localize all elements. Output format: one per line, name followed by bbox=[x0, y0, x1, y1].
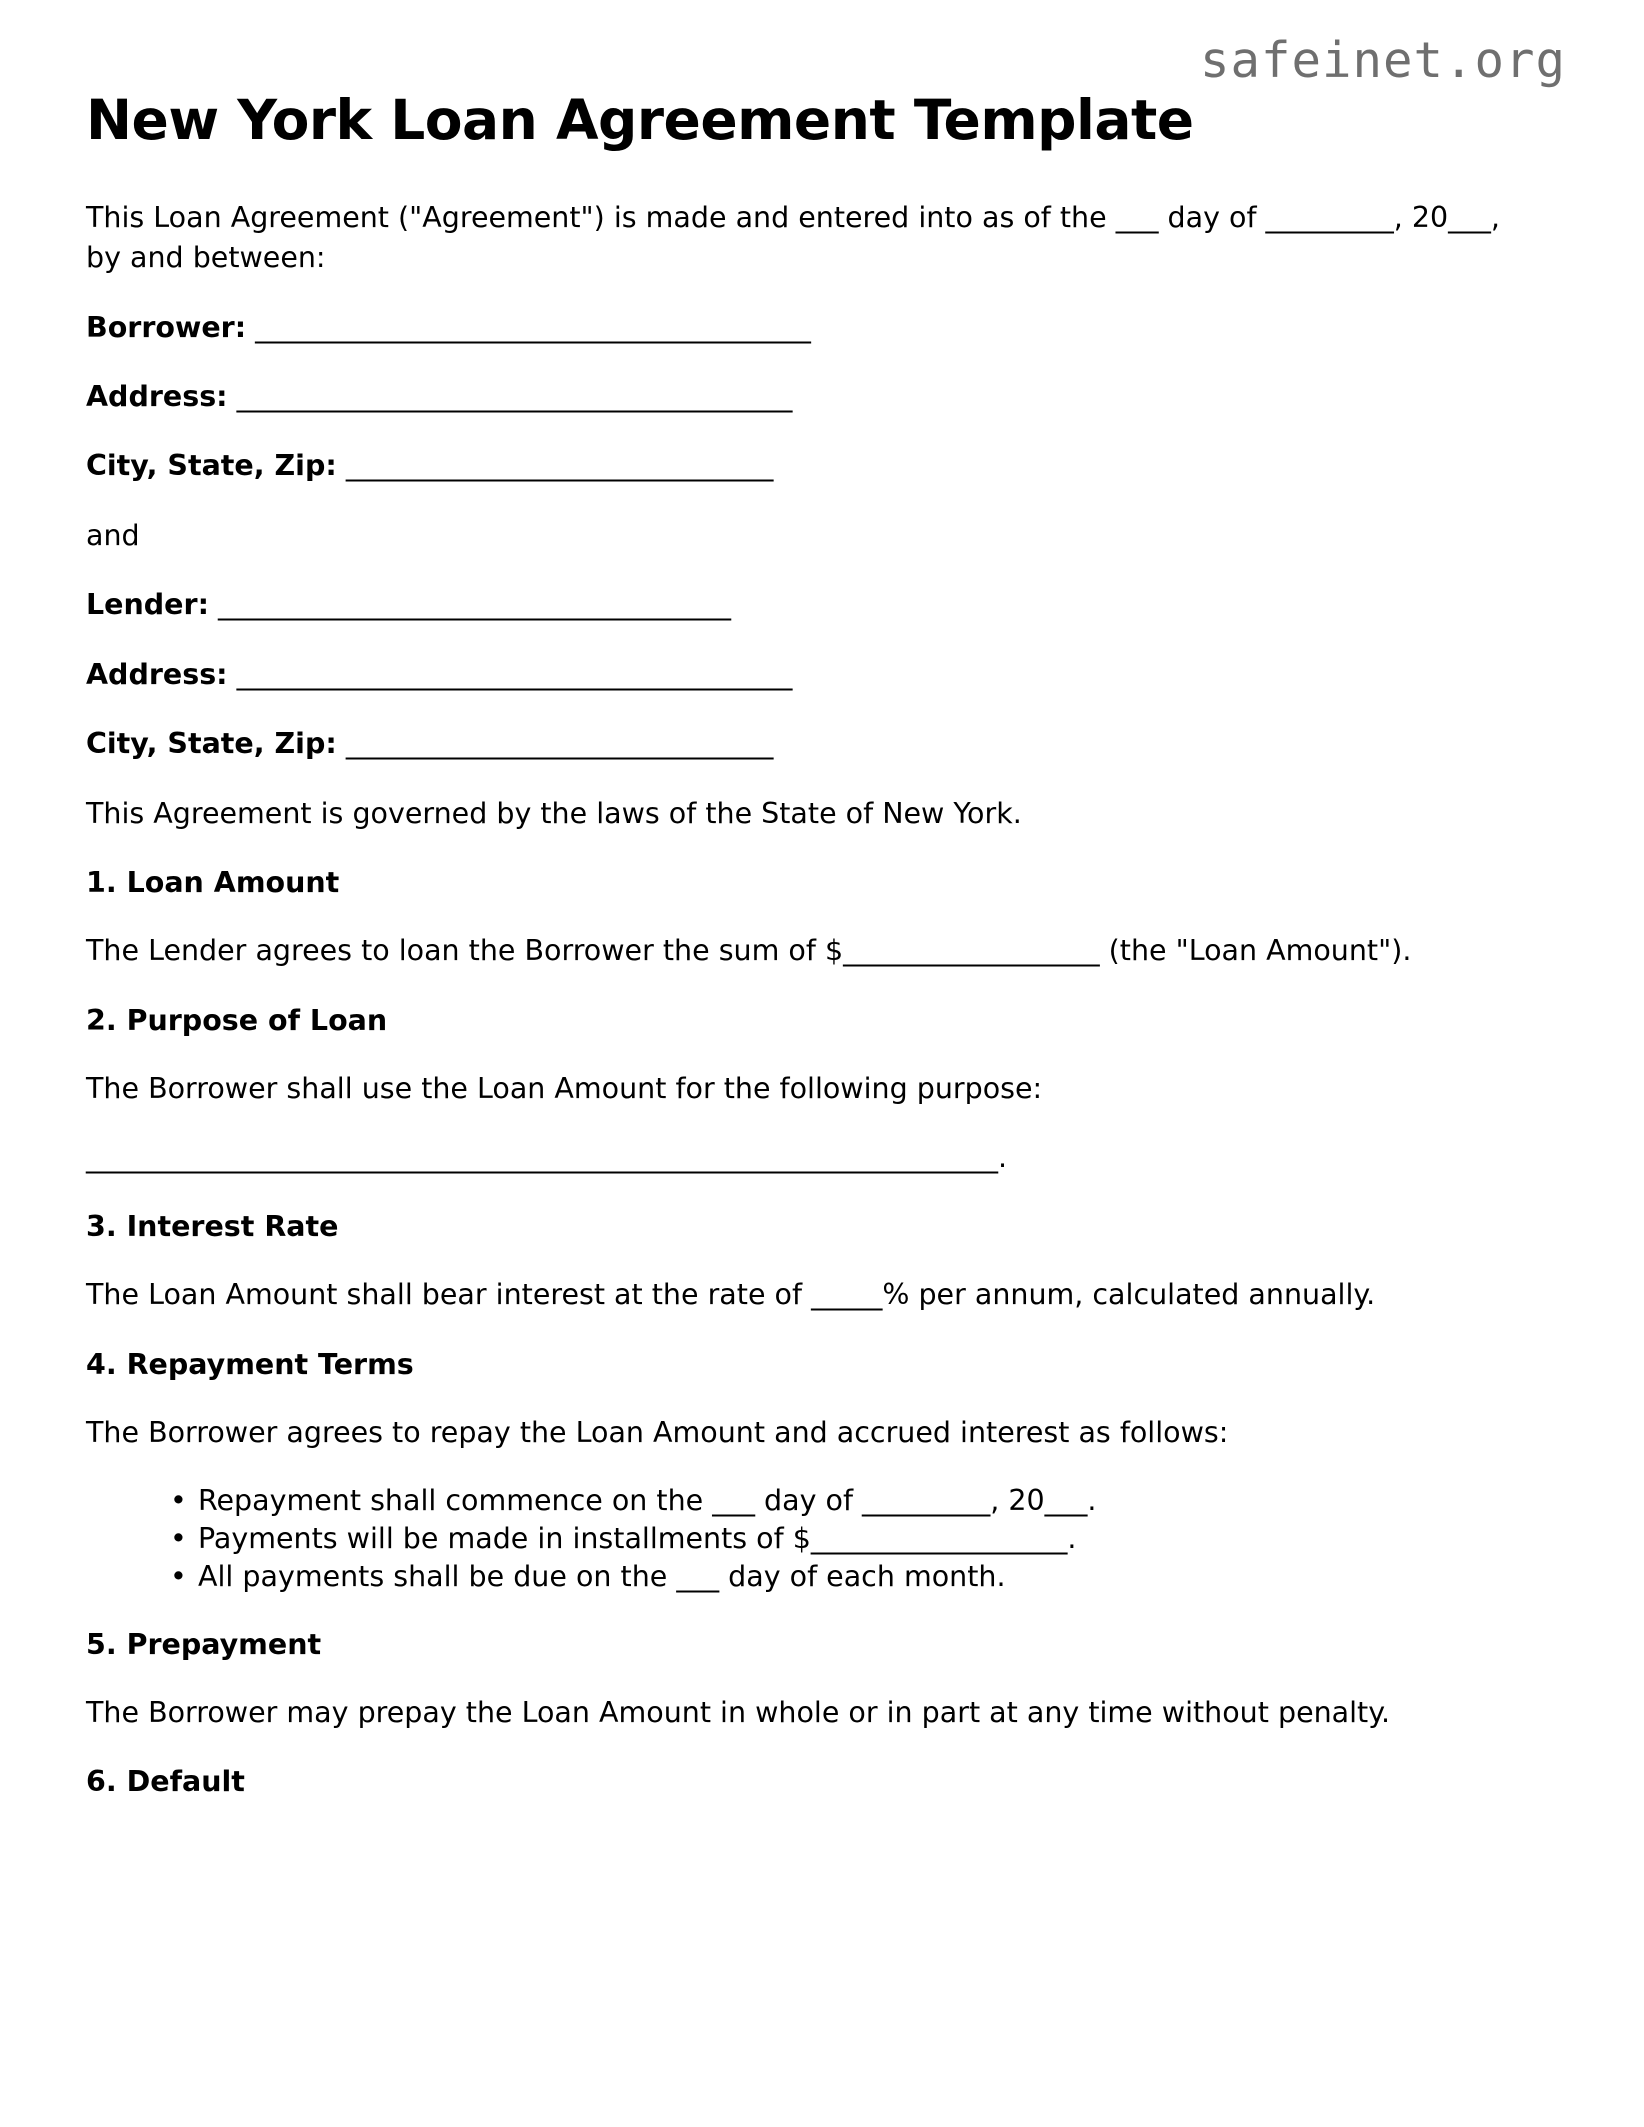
list-item: • Payments will be made in installments of $__________________. bbox=[170, 1520, 1566, 1558]
governing-law-paragraph: This Agreement is governed by the laws of the State of New York. bbox=[86, 796, 1022, 830]
borrower-name-label: Borrower: bbox=[86, 310, 247, 344]
borrower-name-field bbox=[86, 308, 1566, 348]
list-item: • All payments shall be due on the ___ day of each month. bbox=[170, 1558, 1566, 1596]
intro-paragraph: This Loan Agreement ("Agreement") is made and entered into as of the ___ day of _________, 20___, by and between: bbox=[86, 200, 1500, 275]
borrower-city-state-zip-field bbox=[86, 446, 1566, 486]
borrower-address-label: Address: bbox=[86, 380, 228, 413]
section-heading-interest-rate: 3. Interest Rate bbox=[86, 1210, 339, 1244]
list-item: • Repayment shall commence on the ___ day of _________, 20___. bbox=[170, 1482, 1566, 1520]
section-heading-prepayment: 5. Prepayment bbox=[86, 1627, 322, 1661]
lender-address-field bbox=[86, 655, 1566, 695]
site-watermark: safeinet.org bbox=[1199, 32, 1566, 89]
borrower-city-state-zip-blank[interactable]: ______________________________ bbox=[345, 449, 774, 483]
lender-address-blank[interactable]: _______________________________________ bbox=[236, 657, 793, 691]
section-heading-purpose-of-loan: 2. Purpose of Loan bbox=[86, 1003, 388, 1037]
section-body-repayment-terms: The Borrower agrees to repay the Loan Amount and accrued interest as follows: bbox=[86, 1415, 1229, 1449]
lender-name-label: Lender: bbox=[86, 588, 209, 622]
section-heading-repayment-terms: 4. Repayment Terms bbox=[86, 1347, 414, 1381]
borrower-city-state-zip-label: City, State, Zip: bbox=[86, 449, 337, 483]
lender-address-label: Address: bbox=[86, 657, 228, 691]
purpose-of-loan-blank[interactable]: ________________________________________________________________. bbox=[86, 1141, 1008, 1174]
section-heading-default: 6. Default bbox=[86, 1765, 245, 1799]
section-body-interest-rate: The Loan Amount shall bear interest at the rate of _____% per annum, calculated annually. bbox=[86, 1278, 1376, 1312]
borrower-address-field bbox=[86, 377, 1566, 417]
page-title: New York Loan Agreement Template bbox=[86, 88, 1194, 152]
document-content bbox=[86, 90, 1566, 1830]
lender-name-field bbox=[86, 585, 1566, 625]
section-body-purpose-of-loan: The Borrower shall use the Loan Amount for the following purpose: bbox=[86, 1071, 1043, 1105]
section-body-prepayment: The Borrower may prepay the Loan Amount in whole or in part at any time without penalty. bbox=[86, 1695, 1391, 1729]
section-heading-loan-amount: 1. Loan Amount bbox=[86, 866, 340, 900]
borrower-name-blank[interactable]: _______________________________________ bbox=[255, 310, 811, 344]
lender-city-state-zip-label: City, State, Zip: bbox=[86, 727, 337, 761]
borrower-address-blank[interactable]: _______________________________________ bbox=[236, 380, 793, 413]
lender-city-state-zip-field bbox=[86, 724, 1566, 764]
lender-name-blank[interactable]: ____________________________________ bbox=[218, 588, 732, 622]
and-conjunction: and bbox=[86, 518, 140, 552]
lender-city-state-zip-blank[interactable]: ______________________________ bbox=[345, 727, 774, 761]
repayment-terms-list bbox=[86, 1482, 1566, 1596]
section-body-loan-amount: The Lender agrees to loan the Borrower the sum of $__________________ (the "Loan Amount"). bbox=[86, 934, 1412, 968]
